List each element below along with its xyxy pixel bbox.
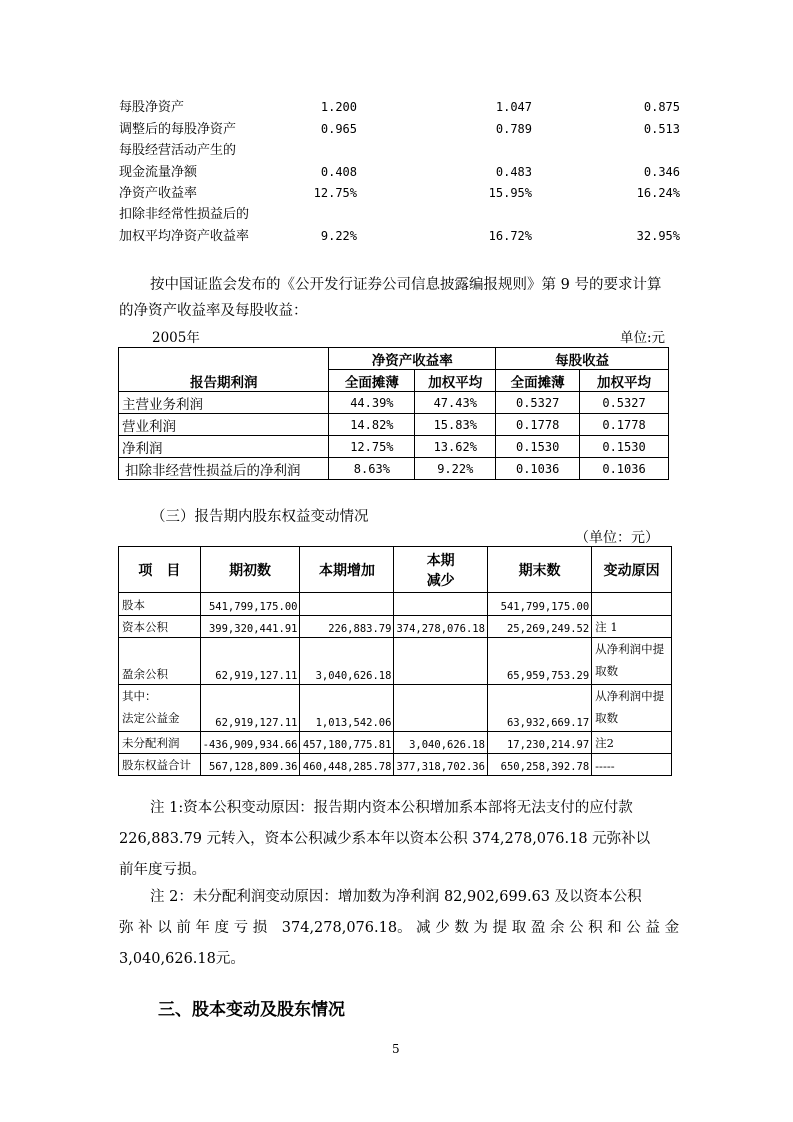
indicator-value: 0.965 xyxy=(320,122,357,136)
header-closing: 期末数 xyxy=(487,547,591,593)
indicator-value: 0.789 xyxy=(495,122,532,136)
cell: 47.43% xyxy=(415,392,496,414)
cell xyxy=(300,593,394,616)
header-opening: 期初数 xyxy=(200,547,300,593)
roe-eps-table xyxy=(118,347,669,480)
table-row xyxy=(119,436,669,458)
cell: 650,258,392.78 xyxy=(487,754,591,776)
header-group-roe: 净资产收益率 xyxy=(329,348,496,370)
cell: 17,230,214.97 xyxy=(487,732,591,754)
note2-line: 弥 补 以 前 年 度 亏 损 374,278,076.18。 减 少 数 为 提 取 盈 余 公 积 和 公 益 金 xyxy=(119,920,680,936)
row-label: 股本 xyxy=(119,593,201,616)
table-row xyxy=(119,754,672,776)
header-decrease xyxy=(394,547,488,593)
cell: 62,919,127.11 xyxy=(200,638,300,685)
reason: ----- xyxy=(592,754,672,776)
indicator-value: 0.483 xyxy=(495,165,532,179)
row-label: 扣除非经营性损益后的净利润 xyxy=(119,458,329,480)
header-decrease-line2: 减少 xyxy=(426,572,455,589)
cell: 0.5327 xyxy=(496,392,580,414)
cell: 226,883.79 xyxy=(300,616,394,638)
reason: 注 1 xyxy=(592,616,672,638)
reason: 注2 xyxy=(592,732,672,754)
reason-line: 取数 xyxy=(595,711,619,725)
cell: 0.1778 xyxy=(496,414,580,436)
cell: 374,278,076.18 xyxy=(394,616,488,638)
cell: 13.62% xyxy=(415,436,496,458)
cell: 65,959,753.29 xyxy=(487,638,591,685)
indicator-label: 现金流量净额 xyxy=(119,165,198,180)
cell: 1,013,542.06 xyxy=(300,685,394,732)
row-label: 资本公积 xyxy=(119,616,201,638)
indicator-label: 调整后的每股净资产 xyxy=(119,122,237,137)
reason-line: 从净利润中提 xyxy=(595,689,665,703)
reason xyxy=(592,638,672,685)
indicator-value: 0.513 xyxy=(643,122,680,136)
header-sub: 全面摊薄 xyxy=(329,370,415,392)
reason-line: 取数 xyxy=(595,664,619,678)
indicator-value: 15.95% xyxy=(488,186,532,200)
cell: 0.1036 xyxy=(496,458,580,480)
reason-line: 从净利润中提 xyxy=(595,642,665,656)
cell: -436,909,934.66 xyxy=(200,732,300,754)
indicator-value: 9.22% xyxy=(320,229,357,243)
header-reason: 变动原因 xyxy=(592,547,672,593)
header-decrease-line1: 本期 xyxy=(426,552,455,569)
table-row xyxy=(119,414,669,436)
note2-line: 注 2：未分配利润变动原因：增加数为净利润 82,902,699.63 及以资本公积 xyxy=(150,889,642,905)
cell: 0.1036 xyxy=(580,458,669,480)
cell: 541,799,175.00 xyxy=(487,593,591,616)
section-heading: 三、股本变动及股东情况 xyxy=(158,1000,345,1020)
indicator-label: 净资产收益率 xyxy=(119,186,198,201)
table1-year: 2005年 xyxy=(152,330,200,346)
indicator-value: 1.200 xyxy=(320,100,357,114)
table-row xyxy=(119,458,669,480)
indicator-label: 每股净资产 xyxy=(119,100,185,115)
indicator-label: 每股经营活动产生的 xyxy=(119,143,237,158)
indicator-label: 扣除非经常性损益后的 xyxy=(119,207,250,222)
table-row xyxy=(119,638,672,685)
cell xyxy=(394,638,488,685)
cell: 3,040,626.18 xyxy=(300,638,394,685)
cell: 541,799,175.00 xyxy=(200,593,300,616)
cell: 9.22% xyxy=(415,458,496,480)
cell: 377,318,702.36 xyxy=(394,754,488,776)
indicator-value: 16.24% xyxy=(636,186,680,200)
cell: 14.82% xyxy=(329,414,415,436)
indicator-value: 32.95% xyxy=(636,229,680,243)
row-label-line: 法定公益金 xyxy=(122,711,180,725)
header-group-eps: 每股收益 xyxy=(496,348,669,370)
cell: 12.75% xyxy=(329,436,415,458)
table-row xyxy=(119,593,672,616)
cell: 457,180,775.81 xyxy=(300,732,394,754)
indicator-value: 0.875 xyxy=(643,100,680,114)
cell xyxy=(394,593,488,616)
row-label xyxy=(119,685,201,732)
reason xyxy=(592,593,672,616)
cell: 3,040,626.18 xyxy=(394,732,488,754)
cell: 460,448,285.78 xyxy=(300,754,394,776)
cell: 399,320,441.91 xyxy=(200,616,300,638)
paragraph-line: 按中国证监会发布的《公开发行证券公司信息披露编报规则》第 9 号的要求计算 xyxy=(150,277,662,293)
header-increase: 本期增加 xyxy=(300,547,394,593)
row-label: 主营业务利润 xyxy=(119,392,329,414)
table-row xyxy=(119,732,672,754)
cell: 8.63% xyxy=(329,458,415,480)
cell: 567,128,809.36 xyxy=(200,754,300,776)
row-label: 营业利润 xyxy=(119,414,329,436)
header-sub: 加权平均 xyxy=(415,370,496,392)
note1-line: 注 1:资本公积变动原因：报告期内资本公积增加系本部将无法支付的应付款 xyxy=(150,800,633,816)
header-sub: 加权平均 xyxy=(580,370,669,392)
reason xyxy=(592,685,672,732)
header-item: 项 目 xyxy=(119,547,201,593)
cell: 25,269,249.52 xyxy=(487,616,591,638)
cell: 0.5327 xyxy=(580,392,669,414)
cell: 63,932,669.17 xyxy=(487,685,591,732)
note1-line: 226,883.79 元转入，资本公积减少系本年以资本公积 374,278,076.18 元弥补以 xyxy=(119,831,651,847)
note2-line: 3,040,626.18元。 xyxy=(119,951,245,967)
row-label: 净利润 xyxy=(119,436,329,458)
equity-change-table xyxy=(118,546,672,776)
cell: 0.1530 xyxy=(580,436,669,458)
row-label-line: 其中： xyxy=(122,689,157,703)
row-label: 盈余公积 xyxy=(119,638,201,685)
table2-unit: （单位：元） xyxy=(575,530,659,546)
paragraph-line: 的净资产收益率及每股收益： xyxy=(119,303,308,319)
cell: 0.1530 xyxy=(496,436,580,458)
table-row xyxy=(119,616,672,638)
indicator-label: 加权平均净资产收益率 xyxy=(119,229,250,244)
header-row-label: 报告期利润 xyxy=(119,348,329,392)
table-row xyxy=(119,685,672,732)
indicator-value: 0.346 xyxy=(643,165,680,179)
cell: 62,919,127.11 xyxy=(200,685,300,732)
header-sub: 全面摊薄 xyxy=(496,370,580,392)
cell: 0.1778 xyxy=(580,414,669,436)
indicator-value: 0.408 xyxy=(320,165,357,179)
section-title: （三）报告期内股东权益变动情况 xyxy=(151,509,369,525)
table-row xyxy=(119,392,669,414)
indicator-value: 12.75% xyxy=(313,186,357,200)
note1-line: 前年度亏损。 xyxy=(119,862,206,878)
row-label: 未分配利润 xyxy=(119,732,201,754)
cell xyxy=(394,685,488,732)
cell: 44.39% xyxy=(329,392,415,414)
table1-unit: 单位:元 xyxy=(620,330,666,346)
page-number: 5 xyxy=(392,1042,400,1056)
row-label: 股东权益合计 xyxy=(119,754,201,776)
indicator-value: 1.047 xyxy=(495,100,532,114)
cell: 15.83% xyxy=(415,414,496,436)
indicator-value: 16.72% xyxy=(488,229,532,243)
